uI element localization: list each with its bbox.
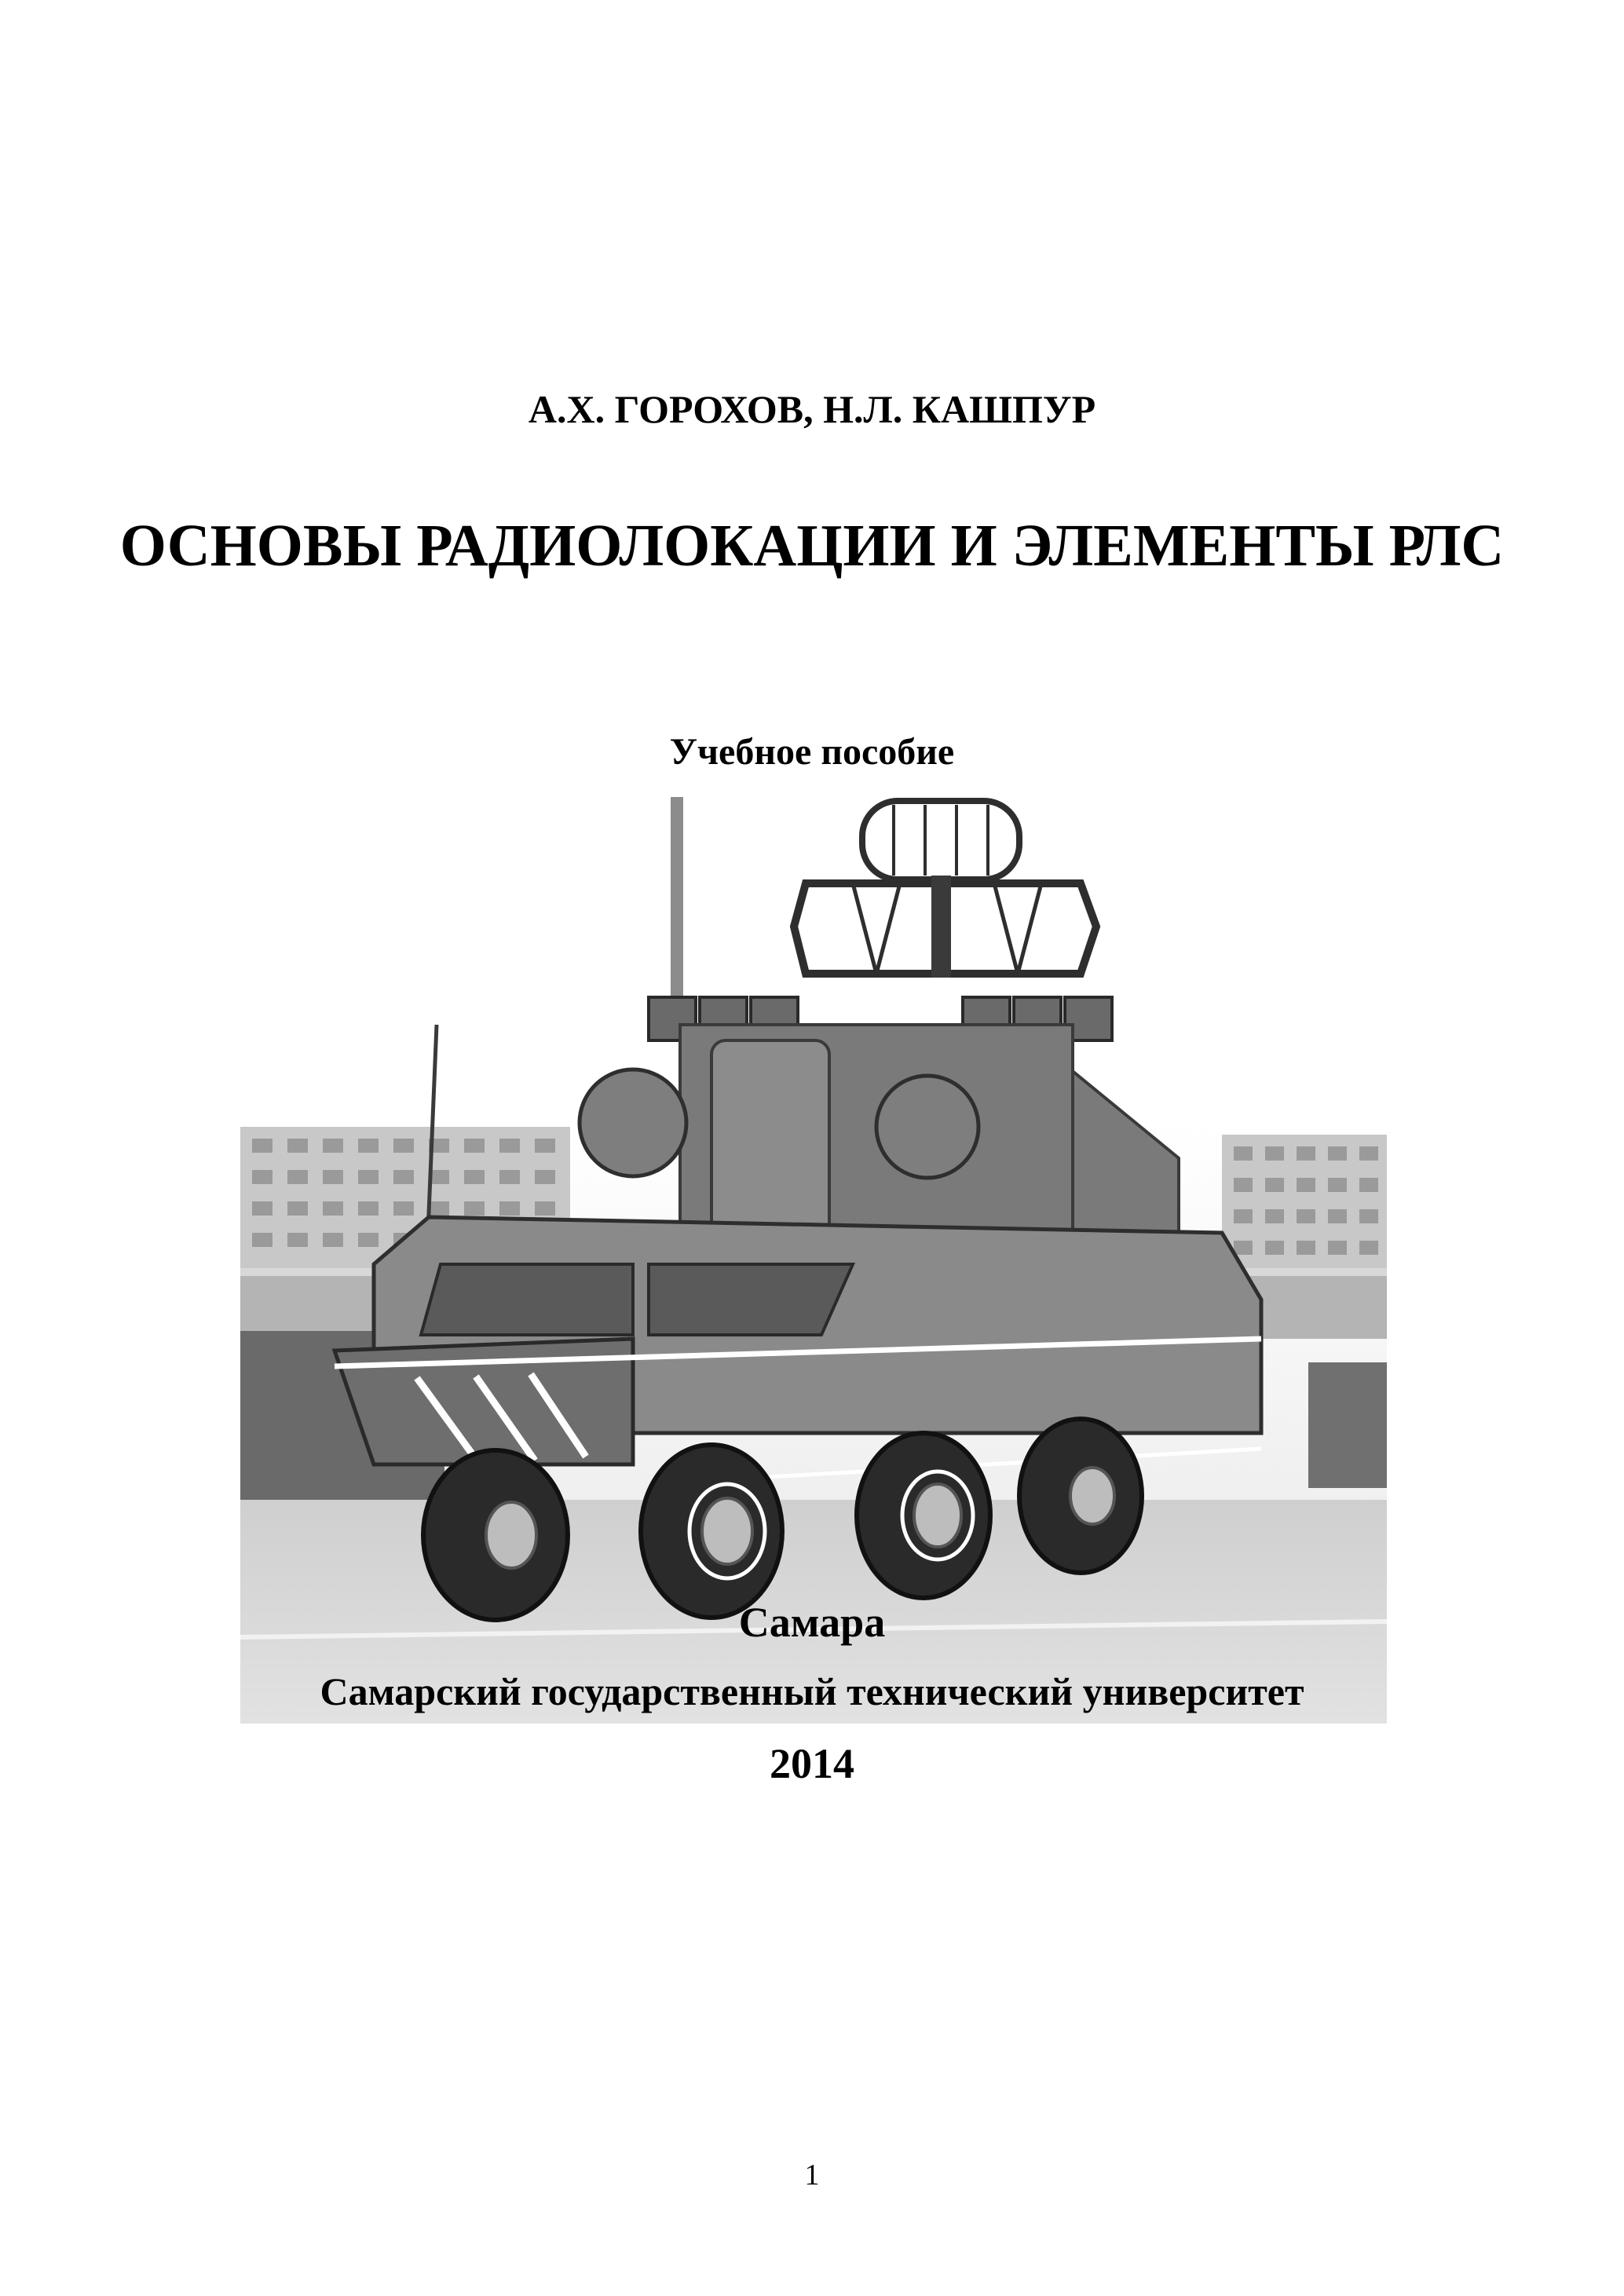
page-number: 1 [804,2159,820,2192]
book-subtitle: Учебное пособие [669,731,955,773]
book-title: ОСНОВЫ РАДИОЛОКАЦИИ И ЭЛЕМЕНТЫ РЛС [119,513,1505,579]
authors: А.Х. ГОРОХОВ, Н.Л. КАШПУР [528,387,1096,431]
publication-city: Самара [738,1599,886,1646]
publisher: Самарский государственный технический университет [320,1669,1304,1713]
radar-vehicle-photo [240,789,1387,1724]
publication-year: 2014 [770,1740,854,1787]
